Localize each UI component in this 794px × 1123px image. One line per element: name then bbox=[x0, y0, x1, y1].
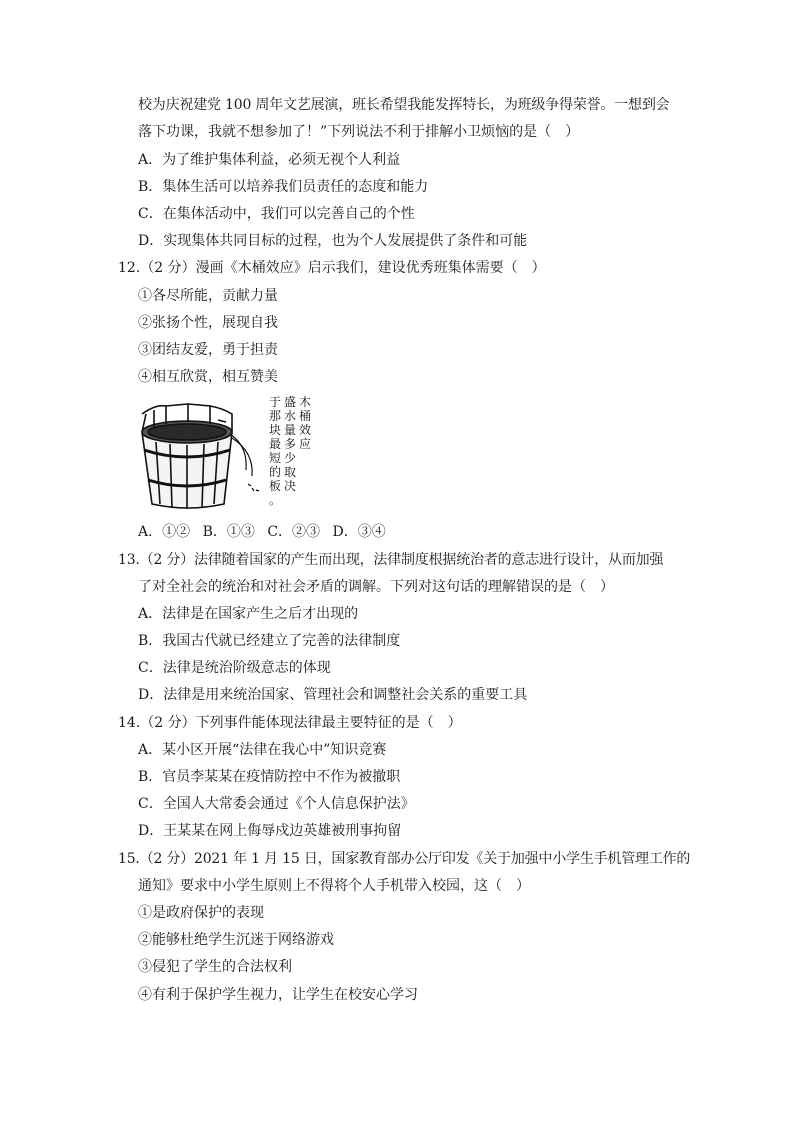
q15-item-2: ②能够杜绝学生沉迷于网络游戏 bbox=[138, 932, 334, 948]
barrel-illustration bbox=[142, 404, 259, 509]
caption-title: 木桶效应 bbox=[299, 395, 312, 451]
q12-item-3: ③团结友爱，勇于担责 bbox=[138, 342, 278, 358]
q11-option-b: B．集体生活可以培养我们员责任的态度和能力 bbox=[138, 179, 429, 195]
q11-stem-line1: 校为庆祝建党 100 周年文艺展演，班长希望我能发挥特长，为班级争得荣誉。一想到会 bbox=[138, 97, 670, 113]
q13-stem-line2: 了对全社会的统治和对社会矛盾的调解。下列对这句话的理解错误的是（ ） bbox=[138, 579, 614, 595]
q13-option-a: A．法律是在国家产生之后才出现的 bbox=[138, 606, 359, 622]
q12-item-2: ②张扬个性，展现自我 bbox=[138, 315, 278, 331]
q14-option-b: B．官员李某某在疫情防控中不作为被撤职 bbox=[138, 769, 401, 785]
q11-option-d: D．实现集体共同目标的过程，也为个人发展提供了条件和可能 bbox=[138, 233, 528, 249]
q14-option-d: D．王某某在网上侮辱戍边英雄被刑事拘留 bbox=[138, 823, 402, 839]
q12-item-1: ①各尽所能，贡献力量 bbox=[138, 288, 278, 304]
q15-stem-line2: 通知》要求中小学生原则上不得将个人手机带入校园，这（ ） bbox=[138, 878, 530, 894]
q11-option-c: C．在集体活动中，我们可以完善自己的个性 bbox=[138, 206, 415, 222]
q14-option-c: C．全国人大常委会通过《个人信息保护法》 bbox=[138, 796, 415, 812]
caption-col3: 于那块最短的板。 bbox=[269, 395, 282, 507]
q12-answer-a: A．①② bbox=[138, 524, 191, 540]
q13-option-d: D．法律是用来统治国家、管理社会和调整社会关系的重要工具 bbox=[138, 687, 528, 703]
q11-option-a: A．为了维护集体利益，必须无视个人利益 bbox=[138, 152, 401, 168]
q12-stem: 12.（2 分）漫画《木桶效应》启示我们，建设优秀班集体需要（ ） bbox=[118, 260, 546, 276]
q12-answer-b: B．①③ bbox=[202, 524, 255, 540]
q15-item-4: ④有利于保护学生视力，让学生在校安心学习 bbox=[138, 987, 418, 1003]
q15-item-1: ①是政府保护的表现 bbox=[138, 905, 264, 921]
q12-answer-d: D．③④ bbox=[332, 524, 386, 540]
q14-option-a: A．某小区开展“法律在我心中”知识竞赛 bbox=[138, 742, 387, 758]
q14-stem: 14.（2 分）下列事件能体现法律最主要特征的是（ ） bbox=[118, 715, 462, 731]
q13-option-c: C．法律是统治阶级意志的体现 bbox=[138, 660, 331, 676]
barrel-effect-cartoon bbox=[136, 392, 326, 514]
caption-col2: 盛水量多少取决 bbox=[284, 395, 297, 493]
q15-item-3: ③侵犯了学生的合法权利 bbox=[138, 959, 292, 975]
q12-answer-options bbox=[138, 522, 394, 542]
q11-stem-line2: 落下功课，我就不想参加了！”下列说法不利于排解小卫烦恼的是（ ） bbox=[138, 124, 580, 140]
q15-stem-line1: 15.（2 分）2021 年 1 月 15 日，国家教育部办公厅印发《关于加强中小学生手机管理工作的 bbox=[118, 851, 691, 867]
q12-answer-c: C．②③ bbox=[267, 524, 321, 540]
q12-item-4: ④相互欣赏，相互赞美 bbox=[138, 369, 278, 385]
q13-option-b: B．我国古代就已经建立了完善的法律制度 bbox=[138, 633, 401, 649]
q13-stem-line1: 13.（2 分）法律随着国家的产生而出现，法律制度根据统治者的意志进行设计，从而加强 bbox=[118, 552, 664, 568]
